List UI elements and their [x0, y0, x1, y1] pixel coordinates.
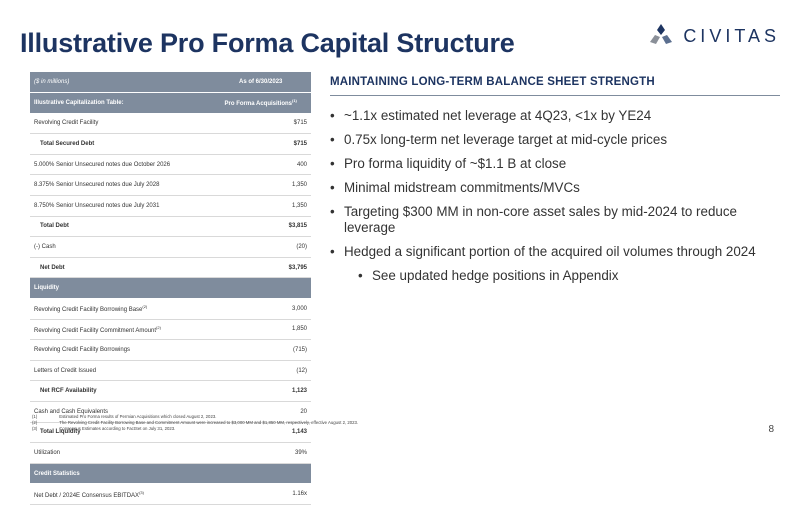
row-value: 1,850 — [210, 319, 311, 340]
row-label: Cash and Cash Equivalents — [30, 402, 210, 423]
row-label: Revolving Credit Facility Borrowings — [30, 340, 210, 361]
column-header-note: (1) — [291, 98, 297, 104]
row-value: 400 — [210, 154, 311, 175]
row-value: (715) — [210, 340, 311, 361]
section-label: Credit Statistics — [30, 463, 311, 484]
footnote — [32, 426, 358, 432]
bullet-item: • ~1.1x estimated net leverage at 4Q23, <1x by YE24 — [330, 108, 780, 124]
row-value: 1.16x — [210, 484, 311, 505]
row-label-text: Net Debt / 2024E Consensus EBITDAX — [34, 492, 140, 499]
row-value: 1,123 — [210, 381, 311, 402]
page-number: 8 — [768, 424, 774, 435]
table-row — [30, 360, 311, 381]
bullet-list — [330, 108, 780, 284]
row-value: 3,000 — [210, 299, 311, 320]
bullet-item: • Minimal midstream commitments/MVCs — [330, 180, 780, 196]
row-value: $3,795 — [210, 257, 311, 278]
table-row — [30, 299, 311, 320]
row-label — [30, 484, 210, 505]
row-label: Total Secured Debt — [30, 134, 210, 155]
bullet-item: • Pro forma liquidity of ~$1.1 B at close — [330, 156, 780, 172]
section-label: Liquidity — [30, 278, 311, 299]
row-value: $715 — [210, 134, 311, 155]
row-value: 1,143 — [210, 422, 311, 443]
company-logo — [647, 22, 780, 50]
row-label: 8.750% Senior Unsecured notes due July 2031 — [30, 196, 210, 217]
row-label: 5.000% Senior Unsecured notes due October 2026 — [30, 154, 210, 175]
footnotes — [32, 414, 358, 431]
table-header-row-1 — [30, 72, 311, 93]
row-label — [30, 319, 210, 340]
row-header-label: Illustrative Capitalization Table: — [30, 93, 210, 114]
footnote-text: Consensus Estimates according to FactSet on July 31, 2023. — [59, 425, 176, 431]
table-header-row-2 — [30, 93, 311, 114]
capitalization-table — [30, 72, 311, 505]
row-label — [30, 299, 210, 320]
footnote-ref: (2) — [142, 304, 148, 310]
row-label: Total Liquidity — [30, 422, 210, 443]
row-label: Letters of Credit Issued — [30, 360, 210, 381]
table-row — [30, 484, 311, 505]
units-label: ($ in millions) — [30, 72, 210, 93]
panel-heading: MAINTAINING LONG-TERM BALANCE SHEET STRENGTH — [330, 76, 780, 96]
footnote-text: The Revolving Credit Facility Borrowing Base and Commitment Amount were increased to $3,000 MM and $1,850 MM, respectively, effective August 2, 2023. — [59, 419, 359, 425]
balance-sheet-panel — [330, 76, 780, 292]
row-value: (12) — [210, 360, 311, 381]
row-label: 8.375% Senior Unsecured notes due July 2028 — [30, 175, 210, 196]
row-label-text: Revolving Credit Facility Commitment Amount — [34, 327, 157, 334]
column-header-text: Pro Forma Acquisitions — [224, 101, 292, 108]
footnote-number: (1) — [32, 414, 38, 419]
row-label-text: Revolving Credit Facility Borrowing Base — [34, 307, 143, 314]
table-row — [30, 319, 311, 340]
table-row — [30, 216, 311, 237]
footnote-text: Estimated Pro Forma results of Permian Acquisitions which closed August 2, 2023. — [59, 414, 217, 419]
row-label: Net RCF Availability — [30, 381, 210, 402]
footnote-number: (2) — [32, 419, 38, 425]
row-value: 1,350 — [210, 196, 311, 217]
row-value: (20) — [210, 237, 311, 258]
table-row — [30, 175, 311, 196]
table-row — [30, 257, 311, 278]
row-value: 39% — [210, 443, 311, 464]
row-value: $3,815 — [210, 216, 311, 237]
bullet-item: • 0.75x long-term net leverage target at mid-cycle prices — [330, 132, 780, 148]
table-row — [30, 443, 311, 464]
as-of-label: As of 6/30/2023 — [210, 72, 311, 93]
row-value: 1,350 — [210, 175, 311, 196]
bullet-item: • Targeting $300 MM in non-core asset sales by mid-2024 to reduce leverage — [330, 204, 780, 236]
footnote-ref: (2) — [156, 324, 161, 330]
table-row — [30, 196, 311, 217]
row-value: 20 — [210, 402, 311, 423]
table-row — [30, 113, 311, 134]
row-label: (-) Cash — [30, 237, 210, 258]
row-label: Utilization — [30, 443, 210, 464]
table-row — [30, 340, 311, 361]
section-header-liquidity — [30, 278, 311, 299]
row-label: Revolving Credit Facility — [30, 113, 210, 134]
bullet-item: • Hedged a significant portion of the acquired oil volumes through 2024 — [330, 244, 780, 260]
civitas-logo-icon — [647, 22, 675, 50]
sub-bullet-item: • See updated hedge positions in Appendix — [358, 268, 780, 284]
row-label: Total Debt — [30, 216, 210, 237]
table-row — [30, 381, 311, 402]
table-row — [30, 134, 311, 155]
table-row — [30, 154, 311, 175]
row-value: $715 — [210, 113, 311, 134]
footnote-number: (3) — [32, 425, 38, 431]
section-header-credit-statistics — [30, 463, 311, 484]
row-label: Net Debt — [30, 257, 210, 278]
footnote-ref: (3) — [139, 489, 144, 495]
column-header — [210, 93, 311, 114]
logo-text: CIVITAS — [683, 25, 780, 46]
table-row — [30, 237, 311, 258]
page-title: Illustrative Pro Forma Capital Structure — [20, 28, 515, 58]
